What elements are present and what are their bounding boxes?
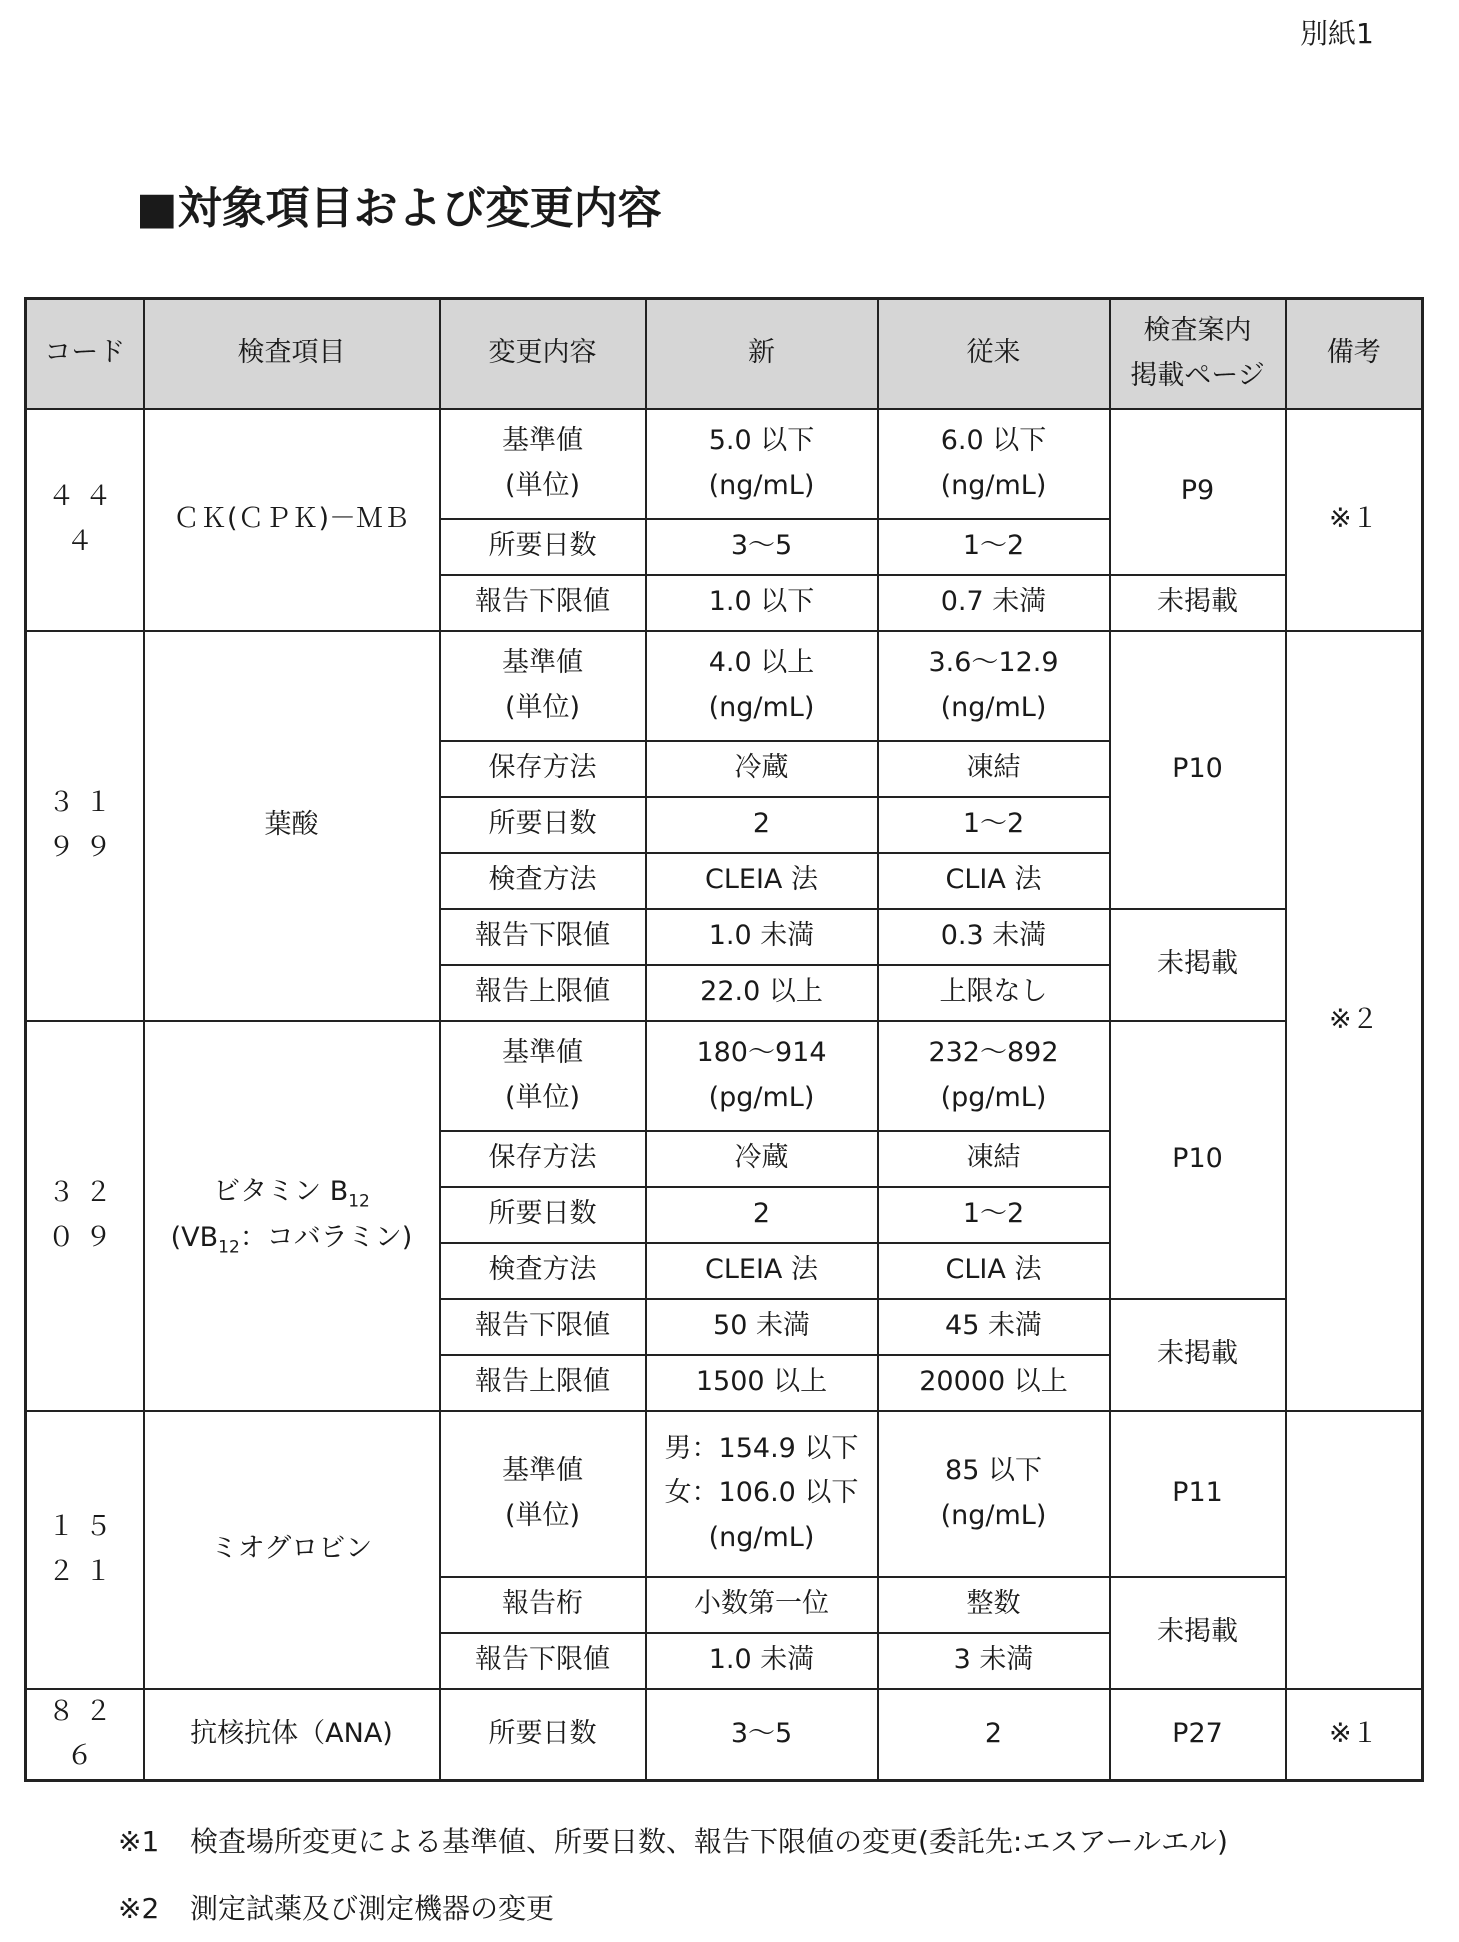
change-cell: 保存方法 (440, 1131, 646, 1187)
change-cell: 報告上限値 (440, 965, 646, 1021)
old-value-cell: 1～2 (878, 1187, 1110, 1243)
header-new: 新 (646, 299, 878, 409)
footnote-1: ※1 検査場所変更による基準値、所要日数、報告下限値の変更(委託先:エスアールエル) (118, 1825, 1228, 1858)
old-value-cell: 1～2 (878, 797, 1110, 853)
page-title: ■対象項目および変更内容 (136, 183, 662, 234)
old-value-cell: CLIA 法 (878, 853, 1110, 909)
new-value-cell: 1500 以上 (646, 1355, 878, 1411)
page-cell: 未掲載 (1110, 1577, 1286, 1689)
change-cell: 検査方法 (440, 853, 646, 909)
old-value-cell: 凍結 (878, 1131, 1110, 1187)
old-value-cell: CLIA 法 (878, 1243, 1110, 1299)
footnote-2: ※2 測定試薬及び測定機器の変更 (118, 1892, 555, 1925)
change-cell: 報告下限値 (440, 1633, 646, 1689)
code-cell: ８２６ (26, 1689, 144, 1781)
footnotes (118, 1808, 1228, 1942)
new-value-cell: 小数第一位 (646, 1577, 878, 1633)
new-value-cell: 2 (646, 1187, 878, 1243)
old-value-cell: 上限なし (878, 965, 1110, 1021)
change-cell: 報告上限値 (440, 1355, 646, 1411)
old-value-cell: 0.3 未満 (878, 909, 1110, 965)
old-value-cell: 凍結 (878, 741, 1110, 797)
old-value-cell: 85 以下 (ng/mL) (878, 1411, 1110, 1577)
table-row (26, 1021, 1423, 1131)
table-header (26, 299, 1423, 409)
change-cell: 報告下限値 (440, 575, 646, 631)
new-value-cell: 1.0 以下 (646, 575, 878, 631)
item-cell: ミオグロビン (144, 1411, 440, 1689)
change-cell: 報告桁 (440, 1577, 646, 1633)
change-cell: 所要日数 (440, 519, 646, 575)
table-row (26, 1411, 1423, 1577)
change-cell: 報告下限値 (440, 1299, 646, 1355)
code-cell: ３２０９ (26, 1021, 144, 1411)
page-cell: 未掲載 (1110, 1299, 1286, 1411)
changes-table (24, 297, 1424, 1782)
header-page: 検査案内 掲載ページ (1110, 299, 1286, 409)
page-cell: 未掲載 (1110, 909, 1286, 1021)
new-value-cell: 冷蔵 (646, 1131, 878, 1187)
table-row (26, 409, 1423, 519)
page-cell: 未掲載 (1110, 575, 1286, 631)
page-cell: P10 (1110, 1021, 1286, 1299)
code-cell: ３１９９ (26, 631, 144, 1021)
new-value-cell: CLEIA 法 (646, 853, 878, 909)
new-value-cell: 1.0 未満 (646, 909, 878, 965)
table-row (26, 631, 1423, 741)
change-cell: 検査方法 (440, 1243, 646, 1299)
old-value-cell: 2 (878, 1689, 1110, 1781)
new-value-cell: 22.0 以上 (646, 965, 878, 1021)
old-value-cell: 整数 (878, 1577, 1110, 1633)
page-cell: P9 (1110, 409, 1286, 575)
remark-cell: ※１ (1286, 409, 1423, 631)
new-value-cell: 男：154.9 以下 女：106.0 以下 (ng/mL) (646, 1411, 878, 1577)
change-cell: 所要日数 (440, 1187, 646, 1243)
new-value-cell: 冷蔵 (646, 741, 878, 797)
code-cell: ４４４ (26, 409, 144, 631)
header-old: 従来 (878, 299, 1110, 409)
new-value-cell: 1.0 未満 (646, 1633, 878, 1689)
old-value-cell: 20000 以上 (878, 1355, 1110, 1411)
attachment-label: 別紙1 (1300, 17, 1374, 50)
old-value-cell: 3.6～12.9 (ng/mL) (878, 631, 1110, 741)
new-value-cell: 180～914 (pg/mL) (646, 1021, 878, 1131)
change-cell: 基準値 (単位) (440, 409, 646, 519)
new-value-cell: 2 (646, 797, 878, 853)
remark-cell: ※２ (1286, 631, 1423, 1411)
header-remarks: 備考 (1286, 299, 1423, 409)
old-value-cell: 1～2 (878, 519, 1110, 575)
header-item: 検査項目 (144, 299, 440, 409)
change-cell: 保存方法 (440, 741, 646, 797)
item-cell: ビタミン $B_{12}$ ($VB_{12}$：コバラミン) (144, 1021, 440, 1411)
change-cell: 所要日数 (440, 1689, 646, 1781)
new-value-cell: 50 未満 (646, 1299, 878, 1355)
page-cell: P27 (1110, 1689, 1286, 1781)
change-cell: 所要日数 (440, 797, 646, 853)
item-cell: 葉酸 (144, 631, 440, 1021)
new-value-cell: CLEIA 法 (646, 1243, 878, 1299)
remark-cell: ※１ (1286, 1689, 1423, 1781)
old-value-cell: 3 未満 (878, 1633, 1110, 1689)
old-value-cell: 45 未満 (878, 1299, 1110, 1355)
change-cell: 基準値 (単位) (440, 631, 646, 741)
code-cell: １５２１ (26, 1411, 144, 1689)
item-cell: ＣＫ(ＣＰＫ)－ＭＢ (144, 409, 440, 631)
header-code: コード (26, 299, 144, 409)
change-cell: 基準値 (単位) (440, 1411, 646, 1577)
page-cell: P11 (1110, 1411, 1286, 1577)
page-cell: P10 (1110, 631, 1286, 909)
header-change: 変更内容 (440, 299, 646, 409)
change-cell: 報告下限値 (440, 909, 646, 965)
item-cell: 抗核抗体（ANA) (144, 1689, 440, 1781)
old-value-cell: 232～892 (pg/mL) (878, 1021, 1110, 1131)
table-row (26, 1689, 1423, 1781)
new-value-cell: 4.0 以上 (ng/mL) (646, 631, 878, 741)
new-value-cell: 5.0 以下 (ng/mL) (646, 409, 878, 519)
new-value-cell: 3～5 (646, 1689, 878, 1781)
new-value-cell: 3～5 (646, 519, 878, 575)
change-cell: 基準値 (単位) (440, 1021, 646, 1131)
old-value-cell: 6.0 以下 (ng/mL) (878, 409, 1110, 519)
old-value-cell: 0.7 未満 (878, 575, 1110, 631)
